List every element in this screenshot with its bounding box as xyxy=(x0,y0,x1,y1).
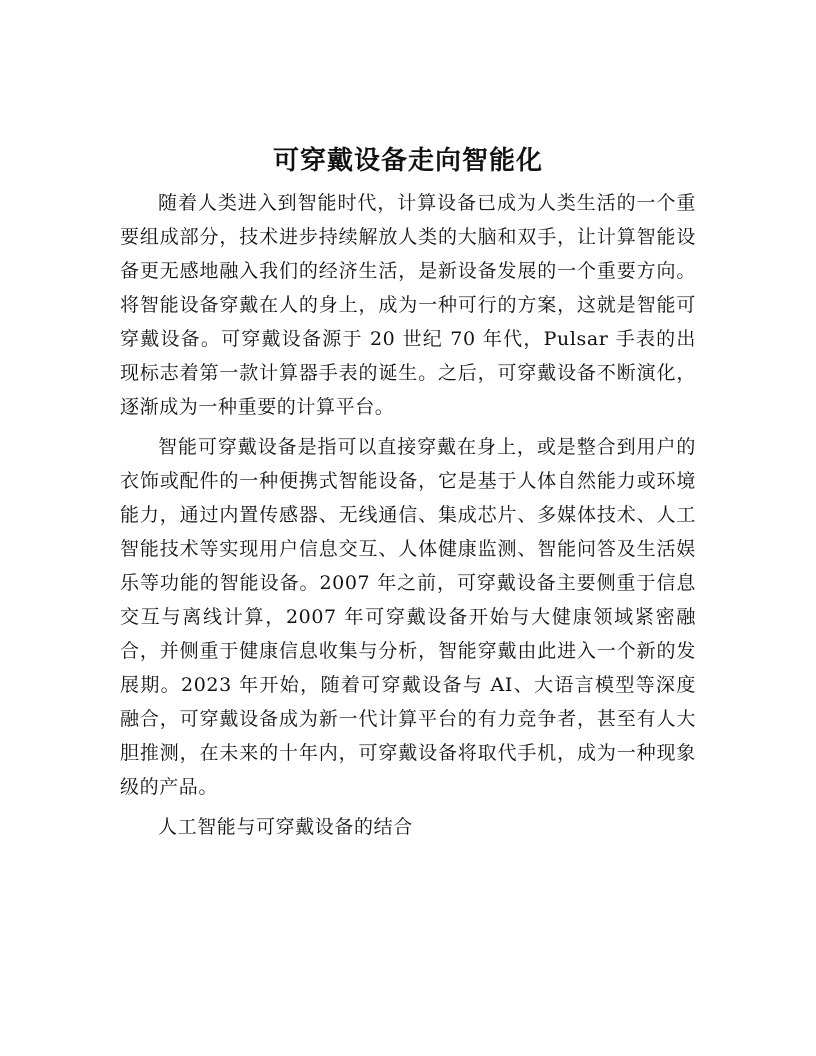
paragraph-intro: 随着人类进入到智能时代，计算设备已成为人类生活的一个重要组成部分，技术进步持续解放人类的大脑和双手，让计算智能设备更无感地融入我们的经济生活，是新设备发展的一个重要方向。将智能设备穿戴在人的身上，成为一种可行的方案，这就是智能可穿戴设备。可穿戴设备源于 20 世纪 70 年代，Pulsar 手表的出现标志着第一款计算器手表的诞生。之后，可穿戴设备不断演化，逐渐成为一种重要的计算平台。 xyxy=(120,192,696,418)
document-title: 可穿戴设备走向智能化 xyxy=(272,146,543,176)
section-subheading: 人工智能与可穿戴设备的结合 xyxy=(158,816,413,838)
paragraph-definition: 智能可穿戴设备是指可以直接穿戴在身上，或是整合到用户的衣饰或配件的一种便携式智能设备，它是基于人体自然能力或环境能力，通过内置传感器、无线通信、集成芯片、多媒体技术、人工智能技术等实现用户信息交互、人体健康监测、智能问答及生活娱乐等功能的智能设备。2007 年之前，可穿戴设备主要侧重于信息交互与离线计算，2007 年可穿戴设备开始与大健康领域紧密融合，并侧重于健康信息收集与分析，智能穿戴由此进入一个新的发展期。2023 年开始，随着可穿戴设备与 AI、大语言模型等深度融合，可穿戴设备成为新一代计算平台的有力竞争者，甚至有人大胆推测，在未来的十年内，可穿戴设备将取代手机，成为一种现象级的产品。 xyxy=(120,436,696,798)
document-page xyxy=(120,128,696,844)
